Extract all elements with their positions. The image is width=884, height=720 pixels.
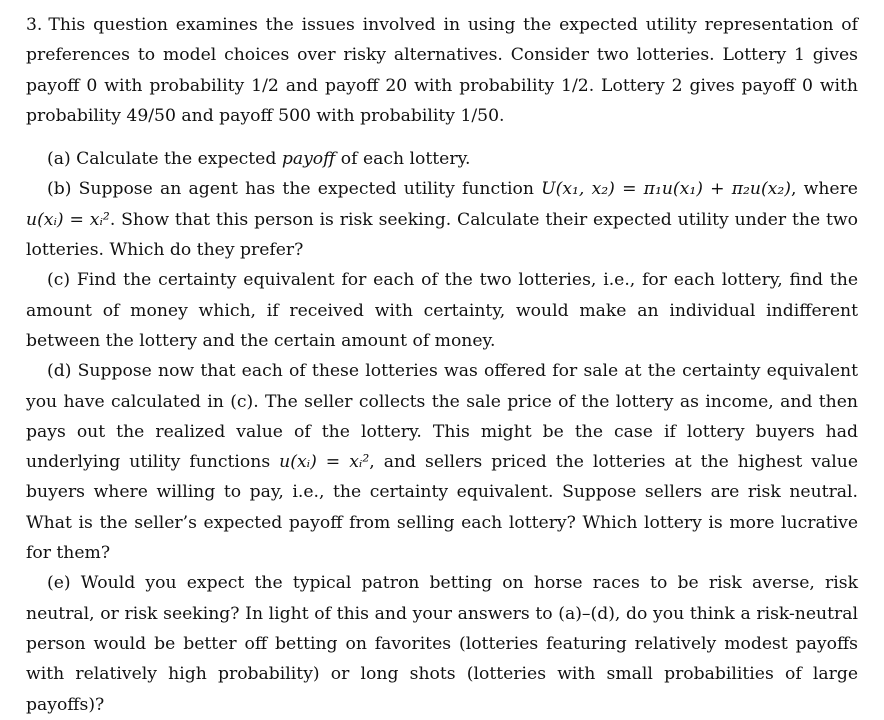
- part-b-text-end: . Show that this person is risk seeking. Calculate their expected utility under the two lotteries. Which do they prefer?: [26, 209, 858, 261]
- question-number: 3.: [26, 15, 43, 35]
- question-intro: [26, 10, 858, 131]
- document-page: [26, 10, 858, 720]
- part-b: [26, 174, 858, 265]
- part-a-text-start: (a) Calculate the expected: [47, 149, 282, 170]
- part-d: [26, 356, 858, 568]
- part-c: [26, 265, 858, 356]
- part-d-text-start: (d) Suppose now that each of these lotteries was offered for sale at the certainty equivalent you have calculated in (c). The seller collects the sale price of the lottery as income, and then pays out the realized value of the lottery. This might be the case if lottery buyers had underlying utility functions: [26, 361, 858, 473]
- question-intro-text: This question examines the issues involved in using the expected utility representation of preferences to model choices over risky alternatives. Consider two lotteries. Lottery 1 gives payoff 0 with probability 1/2 and payoff 20 with probability 1/2. Lottery 2 gives payoff 0 with probability 49/50 and payoff 500 with probability 1/50.: [26, 15, 858, 126]
- part-a-text-end: of each lottery.: [335, 149, 471, 170]
- utility-definition-formula: u(xᵢ) = xᵢ²: [279, 452, 370, 473]
- part-a-emphasis: payoff: [281, 149, 336, 170]
- part-b-text-start: (b) Suppose an agent has the expected utility function: [47, 179, 542, 200]
- utility-definition-formula: u(xᵢ) = xᵢ²: [26, 209, 110, 230]
- utility-function-formula: U(x₁, x₂) = π₁u(x₁) + π₂u(x₂): [541, 179, 791, 200]
- part-c-text: (c) Find the certainty equivalent for each of the two lotteries, i.e., for each lottery, find the amount of money which, if received with certainty, would make an individual indifferent between the lottery and the certain amount of money.: [26, 270, 858, 351]
- part-b-text-mid: , where: [790, 179, 858, 200]
- part-a: [26, 144, 858, 174]
- part-e-text: (e) Would you expect the typical patron betting on horse races to be risk averse, risk neutral, or risk seeking? In light of this and your answers to (a)–(d), do you think a risk-neutral person would be better off betting on favorites (lotteries featuring relatively modest payoffs with relatively high probability) or long shots (lotteries with small probabilities of large payoffs)?: [26, 573, 858, 715]
- part-d-text-end: , and sellers priced the lotteries at the highest value buyers where willing to pay, i.e., the certainty equivalent. Suppose sellers are risk neutral. What is the seller’s expected payoff from selling each lottery? Which lottery is more lucrative for them?: [26, 452, 858, 564]
- part-e: [26, 568, 858, 719]
